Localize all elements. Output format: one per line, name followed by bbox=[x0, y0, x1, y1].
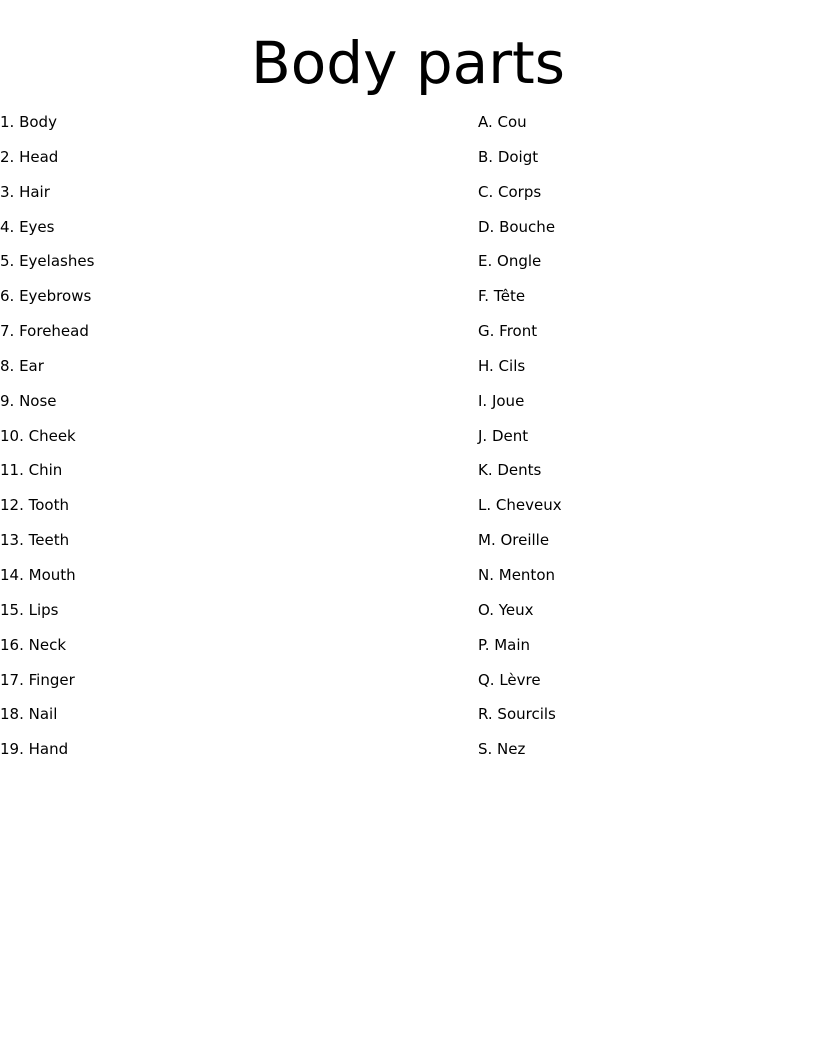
english-word-item: 4. Eyes bbox=[0, 217, 55, 236]
english-word-item: 19. Hand bbox=[0, 740, 69, 759]
french-word-item: M. Oreille bbox=[478, 531, 550, 550]
english-word-item: 15. Lips bbox=[0, 600, 59, 619]
english-word-item: 12. Tooth bbox=[0, 496, 69, 515]
french-word-item: A. Cou bbox=[478, 113, 527, 131]
french-word-item: L. Cheveux bbox=[478, 496, 562, 515]
french-word-item: R. Sourcils bbox=[478, 705, 556, 724]
english-word-item: 5. Eyelashes bbox=[0, 252, 95, 271]
french-word-item: J. Dent bbox=[478, 426, 529, 445]
french-word-item: D. Bouche bbox=[478, 217, 556, 236]
french-word-item: B. Doigt bbox=[478, 147, 539, 166]
french-word-item: K. Dents bbox=[478, 461, 542, 480]
english-word-item: 9. Nose bbox=[0, 391, 57, 410]
french-word-item: Q. Lèvre bbox=[478, 670, 541, 689]
english-word-item: 6. Eyebrows bbox=[0, 287, 92, 306]
english-word-item: 10. Cheek bbox=[0, 426, 76, 445]
english-word-item: 8. Ear bbox=[0, 356, 44, 375]
french-word-item: C. Corps bbox=[478, 182, 542, 201]
page-title: Body parts bbox=[250, 29, 565, 97]
english-word-item: 3. Hair bbox=[0, 182, 50, 201]
french-word-item: O. Yeux bbox=[478, 600, 534, 619]
french-word-item: G. Front bbox=[478, 322, 538, 341]
english-word-list bbox=[0, 112, 94, 774]
english-word-item: 14. Mouth bbox=[0, 565, 76, 584]
english-word-item: 2. Head bbox=[0, 147, 59, 166]
english-word-item: 1. Body bbox=[0, 113, 57, 131]
french-word-item: P. Main bbox=[478, 635, 531, 654]
french-word-item: I. Joue bbox=[478, 391, 525, 410]
english-word-item: 7. Forehead bbox=[0, 322, 89, 341]
english-word-item: 11. Chin bbox=[0, 461, 63, 480]
french-word-item: S. Nez bbox=[478, 740, 526, 759]
french-word-item: F. Tête bbox=[478, 287, 526, 306]
french-word-item: E. Ongle bbox=[478, 252, 542, 271]
english-word-item: 16. Neck bbox=[0, 635, 67, 654]
french-word-item: N. Menton bbox=[478, 565, 555, 584]
english-word-item: 17. Finger bbox=[0, 670, 75, 689]
french-word-list bbox=[478, 112, 562, 774]
english-word-item: 18. Nail bbox=[0, 705, 58, 724]
english-word-item: 13. Teeth bbox=[0, 531, 70, 550]
french-word-item: H. Cils bbox=[478, 356, 526, 375]
